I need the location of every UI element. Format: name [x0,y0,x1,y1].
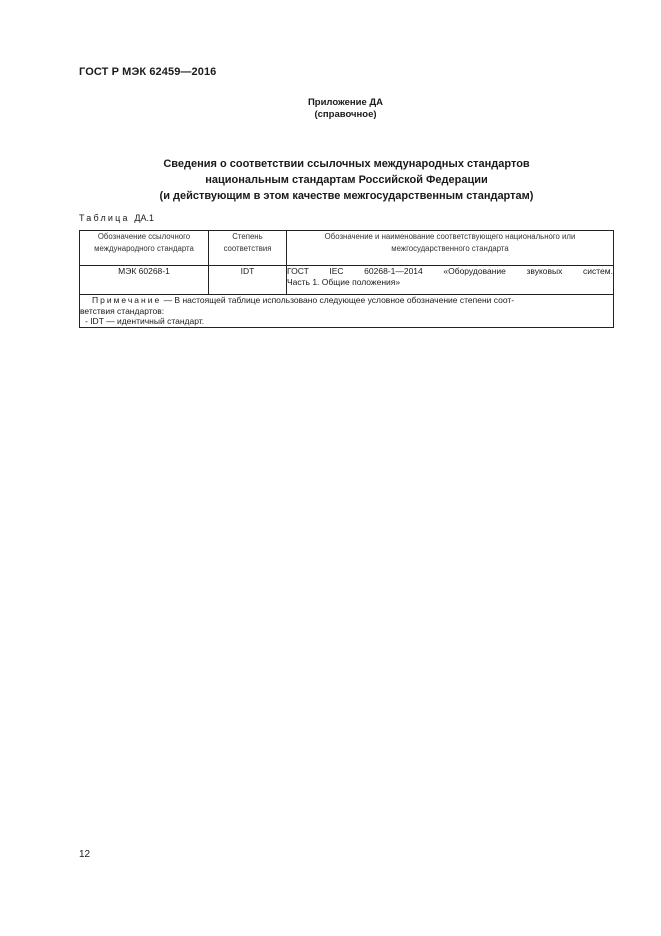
word: 60268-1—2014 [364,266,423,276]
note-line-2: ветствия стандартов: [80,305,165,316]
table-note [80,295,614,328]
header-national-line-1: Обозначение и наименование соответствующего национального или [324,232,576,241]
appendix-subtitle: (справочное) [314,109,377,120]
header-reference-line-2: международного стандарта [94,244,194,253]
header-degree-line-2: соответствия [223,244,272,253]
header-degree [209,231,287,266]
main-title [0,156,661,204]
word: систем. [583,266,613,276]
header-degree-line-1: Степень [232,232,263,241]
table-header-row [80,231,614,266]
cell-reference-standard: МЭК 60268-1 [80,266,209,295]
word: звуковых [526,266,563,276]
document-code-header: ГОСТ Р МЭК 62459—2016 [79,66,217,78]
cell-national-standard [287,266,614,295]
note-lead: Примечание [92,295,162,305]
header-reference-standard [80,231,209,266]
main-title-line-1: Сведения о соответствии ссылочных международных стандартов [163,158,530,170]
table-caption [79,213,154,223]
note-line-1-text: — В настоящей таблице использовано следующее условное обозначение степени соот- [161,295,515,305]
note-line-3: - IDT — идентичный стандарт. [85,316,205,326]
table-caption-word: Таблица [79,213,130,223]
word: ГОСТ [287,266,309,276]
note-line-1 [80,295,613,306]
header-reference-line-1: Обозначение ссылочного [97,232,191,241]
page-number: 12 [79,849,91,860]
main-title-line-3: (и действующим в этом качестве межгосударственным стандартам) [159,190,534,202]
table-note-row [80,295,614,328]
national-standard-line-2: Часть 1. Общие положения» [287,277,401,287]
cell-degree: IDT [209,266,287,295]
standards-table [79,230,614,328]
main-title-line-2: национальным стандартам Российской Федерации [205,174,488,186]
header-national-standard [287,231,614,266]
word: «Оборудование [443,266,506,276]
national-standard-line-1 [287,266,613,277]
word: IEC [329,266,344,276]
appendix-title: Приложение ДА [307,97,384,108]
table-caption-number: ДА.1 [134,213,155,223]
table-row [80,266,614,295]
header-national-line-2: межгосударственного стандарта [391,244,509,253]
